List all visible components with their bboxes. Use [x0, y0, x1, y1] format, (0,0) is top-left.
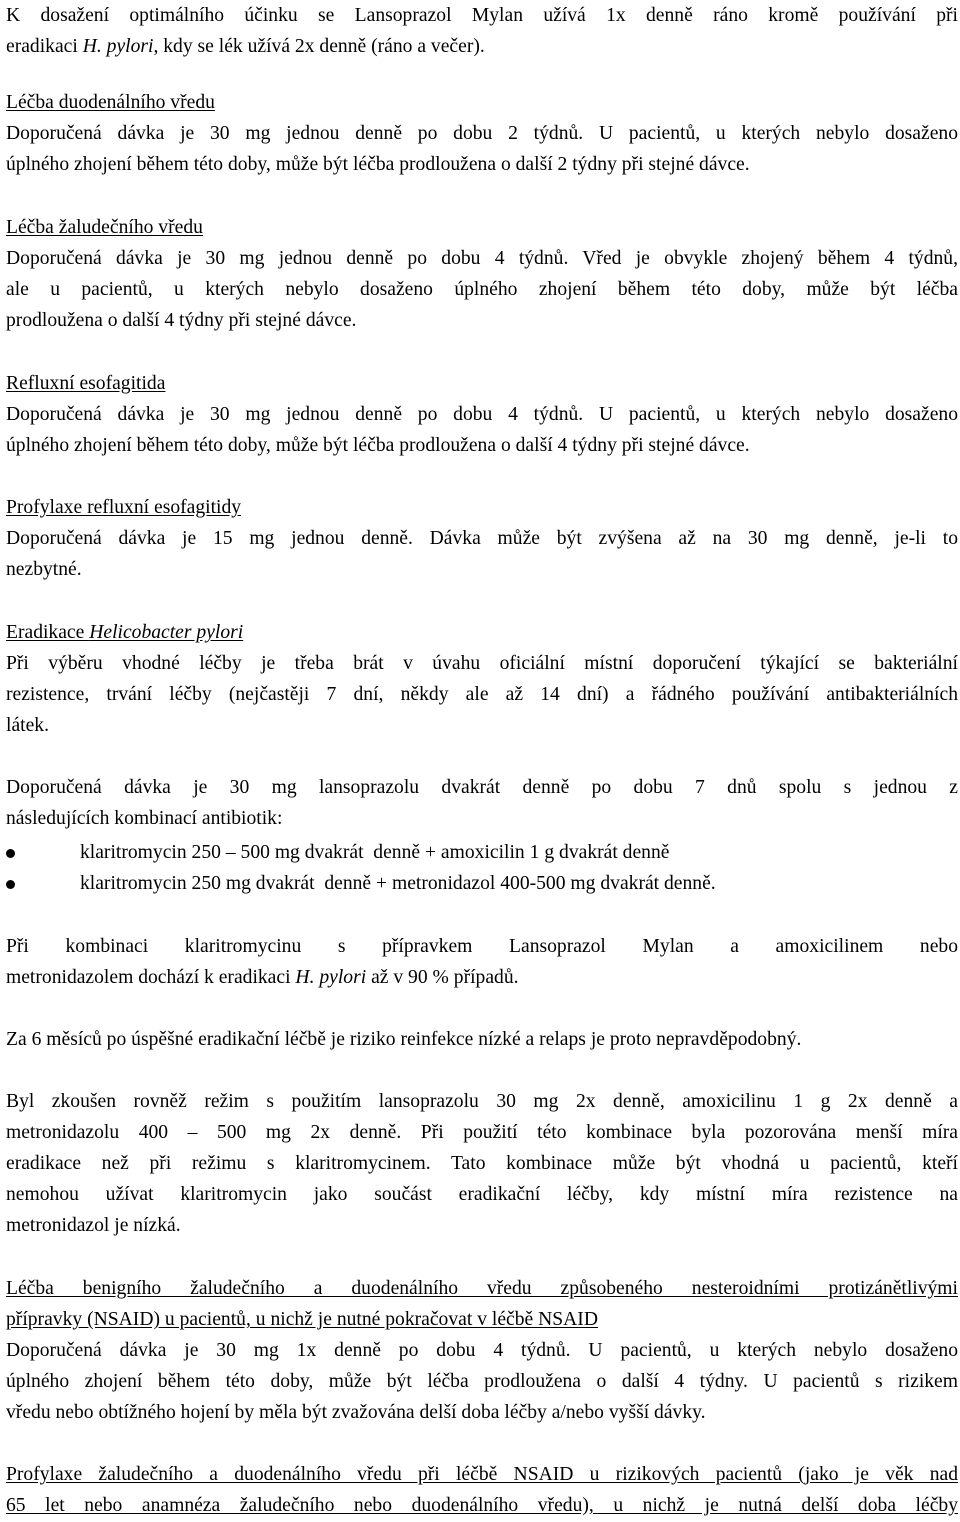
text-line: prodloužena o další 4 týdny při stejné dávce. [6, 310, 357, 331]
text-line: metronidazolem dochází k eradikaci H. pylori až v 90 % případů. [6, 967, 519, 988]
list-item: klaritromycin 250 mg dvakrát denně + metronidazol 400-500 mg dvakrát denně. [80, 873, 716, 894]
italic-term: Helicobacter pylori [89, 622, 244, 643]
section-heading: 65 let nebo anamnéza žaludečního nebo duodenálního vředu), u nichž je nutná delší doba léčby [6, 1495, 958, 1516]
text-line: nemohou užívat klaritromycin jako součást eradikační léčby, kdy místní míra rezistence na [6, 1184, 958, 1205]
section-heading: Léčba duodenálního vředu [6, 92, 215, 113]
text-line: Doporučená dávka je 30 mg lansoprazolu dvakrát denně po dobu 7 dnů spolu s jednou z [6, 777, 958, 798]
text-line: úplného zhojení během této doby, může být léčba prodloužena o další 2 týdny při stejné dávce. [6, 154, 750, 175]
text-line: nezbytné. [6, 559, 82, 580]
italic-term: H. pylori [295, 967, 367, 988]
text-line: rezistence, trvání léčby (nejčastěji 7 dní, někdy ale až 14 dní) a řádného používání antibakteriálních [6, 684, 958, 705]
text-line: následujících kombinací antibiotik: [6, 808, 283, 829]
text-line: eradikace než při režimu s klaritromycinem. Tato kombinace může být vhodná u pacientů, kteří [6, 1153, 958, 1174]
text-line: metronidazol je nízká. [6, 1215, 181, 1236]
bullet-icon [6, 849, 15, 858]
text-line: Při výběru vhodné léčby je třeba brát v úvahu oficiální místní doporučení týkající se bakteriální [6, 653, 958, 674]
text-line: Doporučená dávka je 15 mg jednou denně. Dávka může být zvýšena až na 30 mg denně, je-li to [6, 528, 958, 549]
section-heading: přípravky (NSAID) u pacientů, u nichž je nutné pokračovat v léčbě NSAID [6, 1309, 598, 1330]
section-heading: Eradikace Helicobacter pylori [6, 622, 244, 643]
section-heading: Profylaxe refluxní esofagitidy [6, 497, 242, 518]
text-line: Za 6 měsíců po úspěšné eradikační léčbě je riziko reinfekce nízké a relaps je proto nepravděpodobný. [6, 1029, 802, 1050]
text-line: úplného zhojení během této doby, může být léčba prodloužena o další 4 týdny při stejné dávce. [6, 435, 750, 456]
bullet-icon [6, 880, 15, 889]
text-line: K dosažení optimálního účinku se Lansoprazol Mylan užívá 1x denně ráno kromě používání při [6, 5, 958, 26]
text-line: Byl zkoušen rovněž režim s použitím lansoprazolu 30 mg 2x denně, amoxicilinu 1 g 2x denně a [6, 1091, 958, 1112]
text-line: ale u pacientů, u kterých nebylo dosaženo úplného zhojení během této doby, může být léčba [6, 279, 958, 300]
text-line: metronidazolu 400 – 500 mg 2x denně. Při použití této kombinace byla pozorována menší míra [6, 1122, 958, 1143]
text-line: Při kombinaci klaritromycinu s přípravkem Lansoprazol Mylan a amoxicilinem nebo [6, 936, 958, 957]
list-item: klaritromycin 250 – 500 mg dvakrát denně + amoxicilin 1 g dvakrát denně [80, 842, 670, 863]
section-heading: Profylaxe žaludečního a duodenálního vředu při léčbě NSAID u rizikových pacientů (jako je věk nad [6, 1464, 958, 1485]
text-line: látek. [6, 715, 49, 736]
text-line: Doporučená dávka je 30 mg jednou denně po dobu 4 týdnů. U pacientů, u kterých nebylo dosaženo [6, 404, 958, 425]
text-line: eradikaci H. pylori, kdy se lék užívá 2x denně (ráno a večer). [6, 36, 485, 57]
text-line: Doporučená dávka je 30 mg jednou denně po dobu 2 týdnů. U pacientů, u kterých nebylo dosaženo [6, 123, 958, 144]
italic-term: H. pylori [82, 36, 154, 57]
section-heading: Léčba žaludečního vředu [6, 217, 203, 238]
text-line: vředu nebo obtížného hojení by měla být zvažována delší doba léčby a/nebo vyšší dávky. [6, 1402, 706, 1423]
text-line: úplného zhojení během této doby, může být léčba prodloužena o další 4 týdny. U pacientů s rizikem [6, 1371, 958, 1392]
text-line: Doporučená dávka je 30 mg 1x denně po dobu 4 týdnů. U pacientů, u kterých nebylo dosaženo [6, 1340, 958, 1361]
section-heading: Refluxní esofagitida [6, 373, 166, 394]
section-heading: Léčba benigního žaludečního a duodenálního vředu způsobeného nesteroidními protizánětlivými [6, 1278, 958, 1299]
text-line: Doporučená dávka je 30 mg jednou denně po dobu 4 týdnů. Vřed je obvykle zhojený během 4 týdnů, [6, 248, 958, 269]
